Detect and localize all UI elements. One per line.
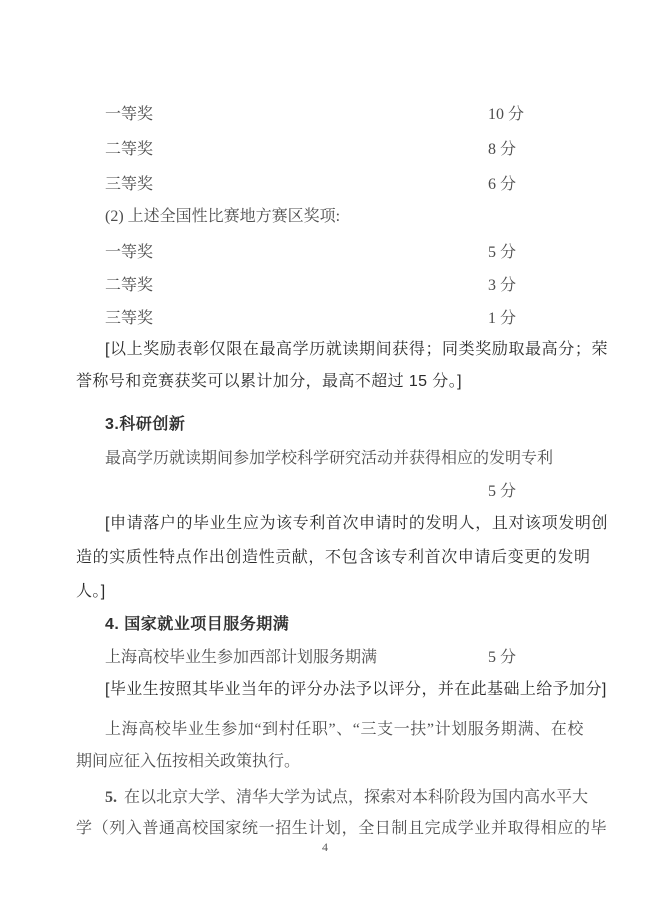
section3-note-line: [申请落户的毕业生应为该专利首次申请时的发明人，且对该项发明创 (105, 515, 609, 532)
section3-score: 5 分 (488, 483, 517, 500)
regional-subheading: (2) 上述全国性比赛地方赛区奖项: (105, 208, 341, 225)
award-score: 8 分 (488, 141, 517, 158)
award-label: 二等奖 (105, 141, 154, 158)
award-label: 二等奖 (105, 277, 154, 294)
award-label: 三等奖 (105, 176, 154, 193)
item5-line: 学（列入普通高校国家统一招生计划，全日制且完成学业并取得相应的毕 (76, 820, 608, 837)
page-number: 4 (322, 840, 328, 854)
award-score: 3 分 (488, 277, 517, 294)
section-heading-3: 3.科研创新 (105, 416, 186, 433)
section4-para-line: 期间应征入伍按相关政策执行。 (76, 753, 301, 770)
section3-note-line: 造的实质性特点作出创造性贡献，不包含该专利首次申请后变更的发明 (76, 549, 591, 566)
item5-line (105, 787, 588, 809)
award-score: 5 分 (488, 244, 517, 261)
awards-note-line: [以上奖励表彰仅限在最高学历就读期间获得；同类奖励取最高分；荣 (105, 341, 609, 358)
section3-note-line: 人。] (76, 583, 106, 600)
section3-body-line: 最高学历就读期间参加学校科学研究活动并获得相应的发明专利 (105, 450, 554, 467)
award-label: 一等奖 (105, 244, 154, 261)
award-score: 6 分 (488, 176, 517, 193)
section4-note-line: [毕业生按照其毕业当年的评分办法予以评分，并在此基础上给予加分] (105, 681, 607, 698)
award-label: 一等奖 (105, 106, 154, 123)
item5-text: 在以北京大学、清华大学为试点，探索对本科阶段为国内高水平大 (124, 789, 589, 806)
award-score: 10 分 (488, 106, 525, 123)
award-label: 三等奖 (105, 310, 154, 327)
section4-row-label: 上海高校毕业生参加西部计划服务期满 (105, 649, 378, 666)
section4-row-score: 5 分 (488, 649, 517, 666)
section-heading-4: 4. 国家就业项目服务期满 (105, 616, 290, 633)
item5-number: 5. (105, 789, 117, 806)
award-score: 1 分 (488, 310, 517, 327)
awards-note-line: 誉称号和竞赛获奖可以累计加分，最高不超过 15 分。] (76, 373, 462, 390)
section4-para-line: 上海高校毕业生参加“到村任职”、“三支一扶”计划服务期满、在校 (105, 721, 585, 738)
